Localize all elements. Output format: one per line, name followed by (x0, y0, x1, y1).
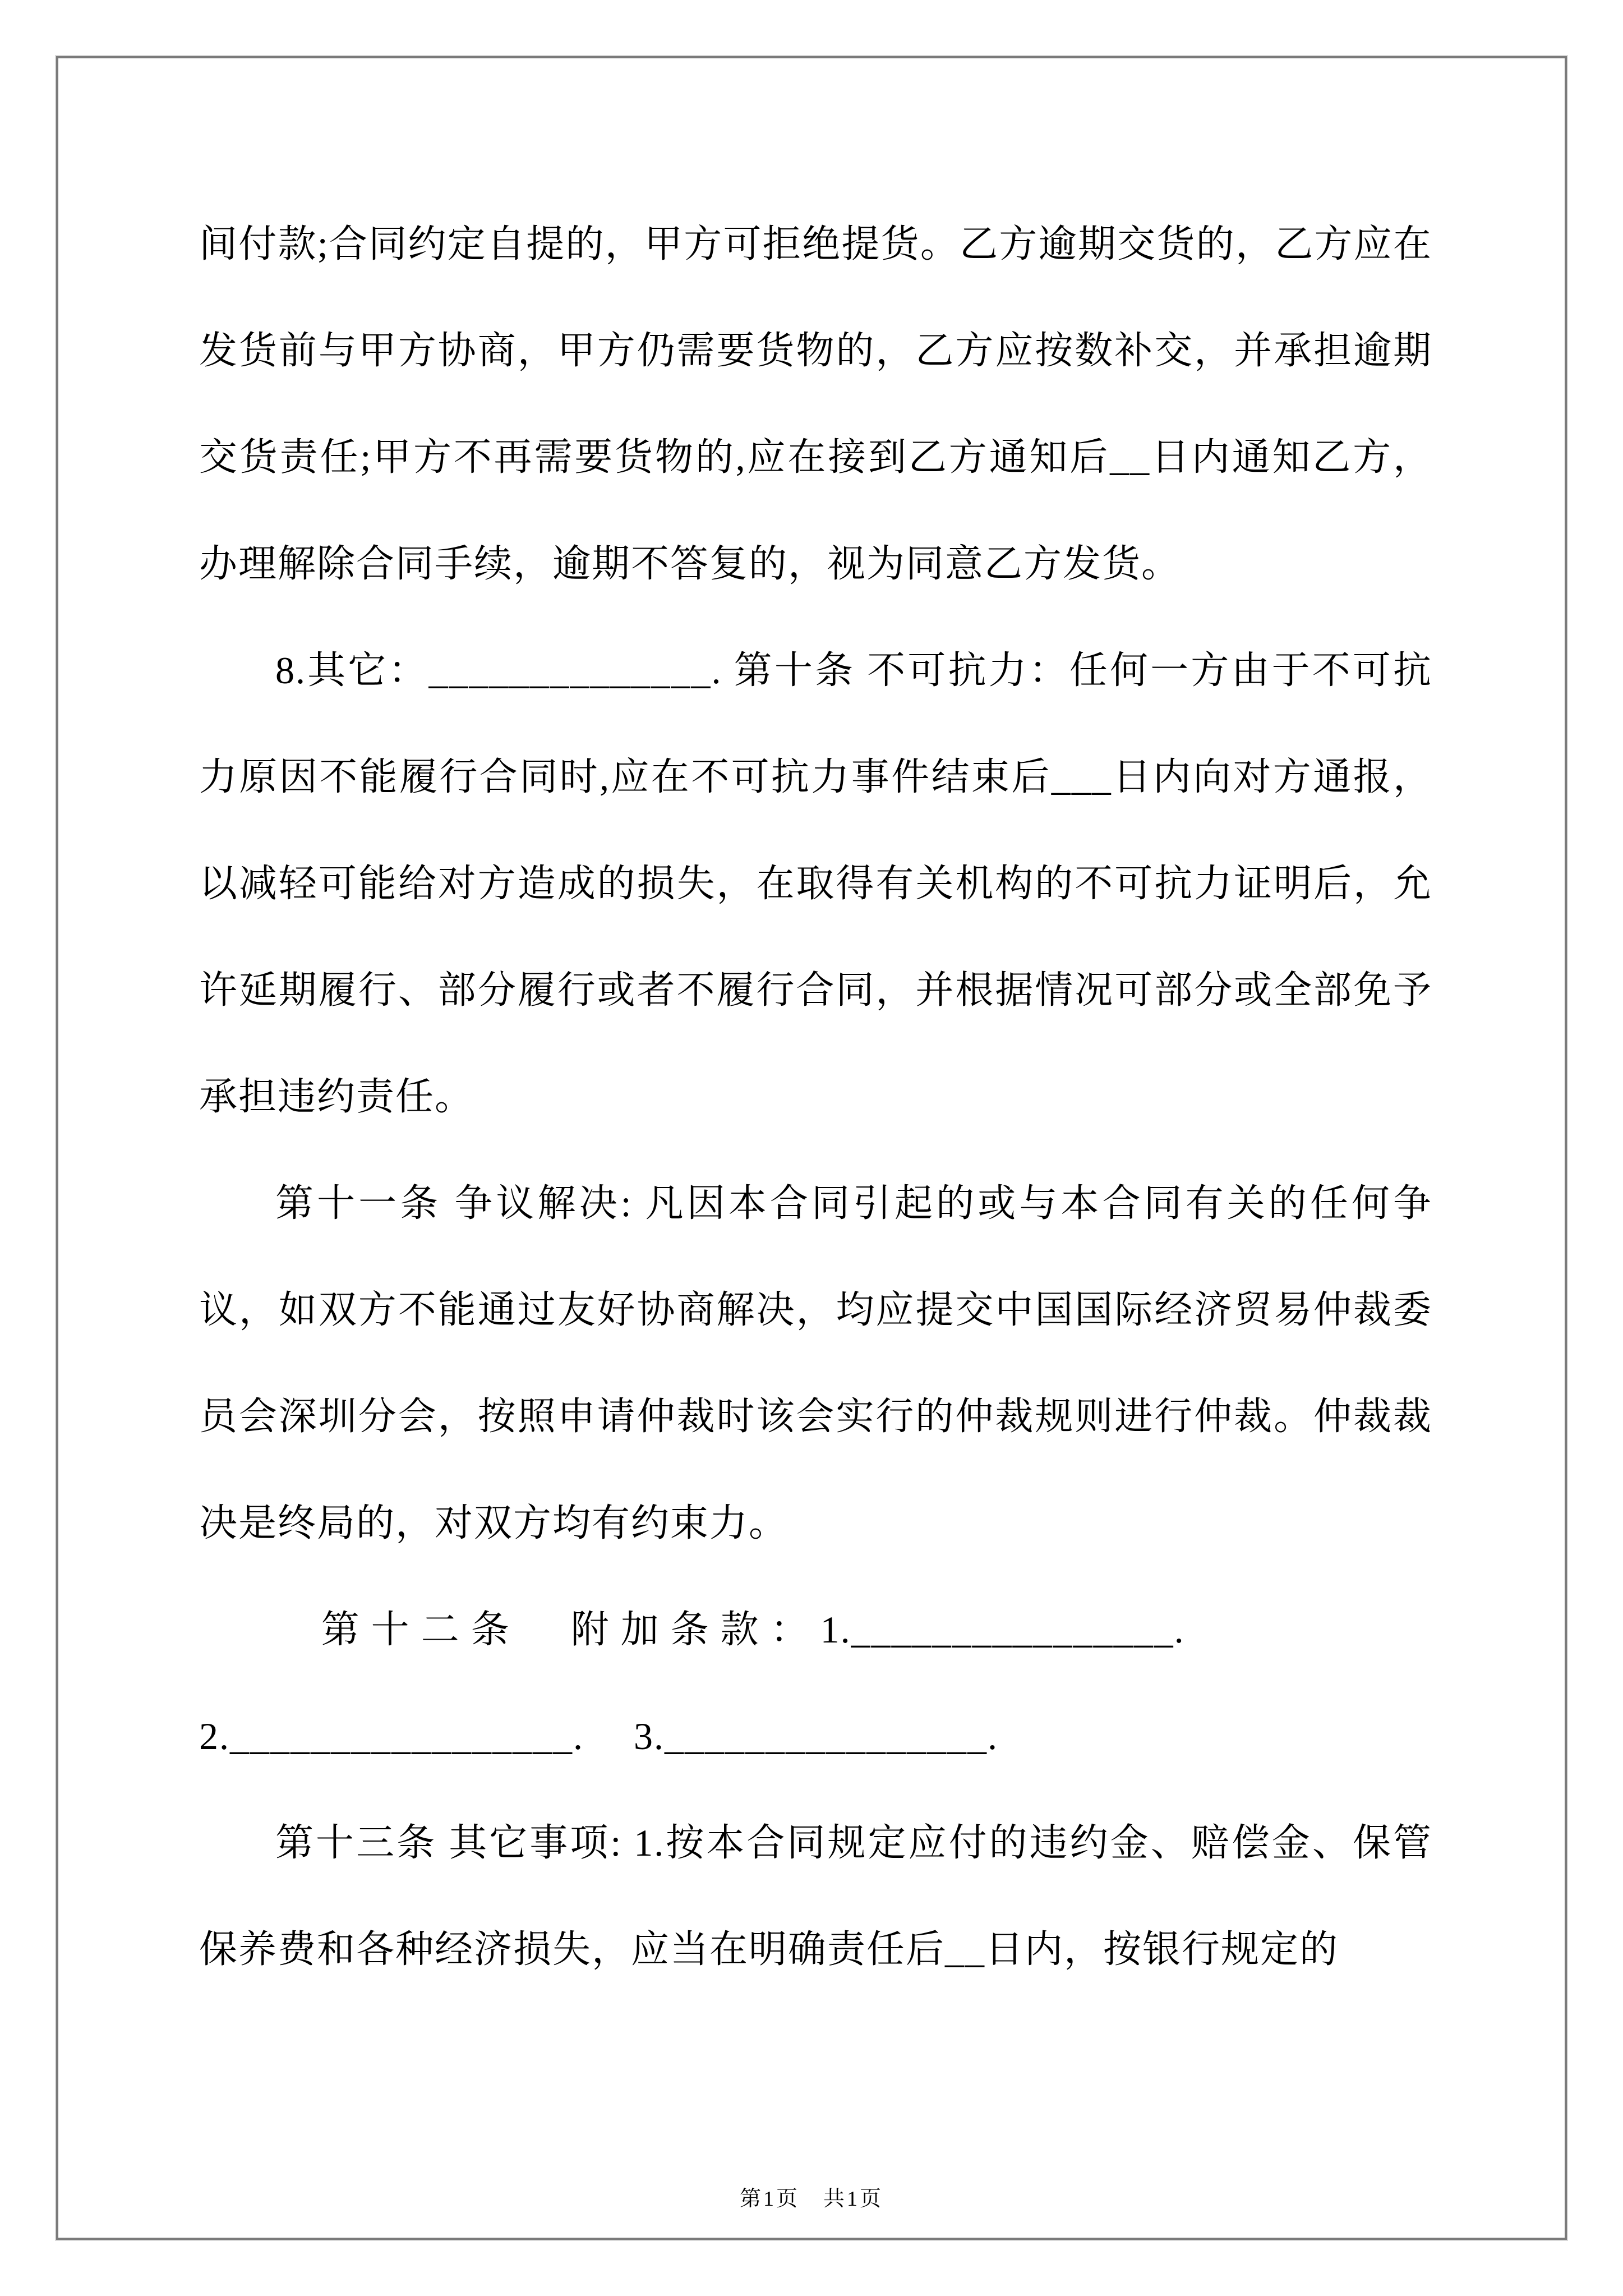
paragraph-clause-12-additional-terms: 第 十 二 条 附 加 条 款 ： 1.________________. (321, 1608, 1185, 1651)
document-body (199, 191, 1432, 2003)
paragraph-clause-10-force-majeure: 8.其它：______________. 第十条 不可抗力：任何一方由于不可抗力原因不能履行合同时,应在不可抗力事件结束后___日内向对方通报，以减轻可能给对方造成的损失，在取得有关机构的不可抗力证明后，允许延期履行、部分履行或者不履行合同，并根据情况可部分或全部免予承担违约责任。 (199, 649, 1432, 1118)
paragraph-delivery-terms: 间付款;合同约定自提的，甲方可拒绝提货。乙方逾期交货的，乙方应在发货前与甲方协商，甲方仍需要货物的，乙方应按数补交，并承担逾期交货责任;甲方不再需要货物的,应在接到乙方通知后__日内通知乙方，办理解除合同手续，逾期不答复的，视为同意乙方发货。 (199, 223, 1432, 585)
paragraph-additional-terms-blanks: 2._________________. 3.________________. (199, 1715, 998, 1757)
paragraph-clause-11-dispute-resolution: 第十一条 争议解决: 凡因本合同引起的或与本合同有关的任何争议，如双方不能通过友好协商解决，均应提交中国国际经济贸易仲裁委员会深圳分会，按照申请仲裁时该会实行的仲裁规则进行仲裁。仲裁裁决是终局的，对双方均有约束力。 (199, 1182, 1432, 1544)
paragraph-clause-13-other-matters: 第十三条 其它事项: 1.按本合同规定应付的违约金、赔偿金、保管保养费和各种经济损失，应当在明确责任后__日内，按银行规定的 (199, 1821, 1432, 1971)
page-number-footer: 第1页 共1页 (739, 2187, 883, 2211)
